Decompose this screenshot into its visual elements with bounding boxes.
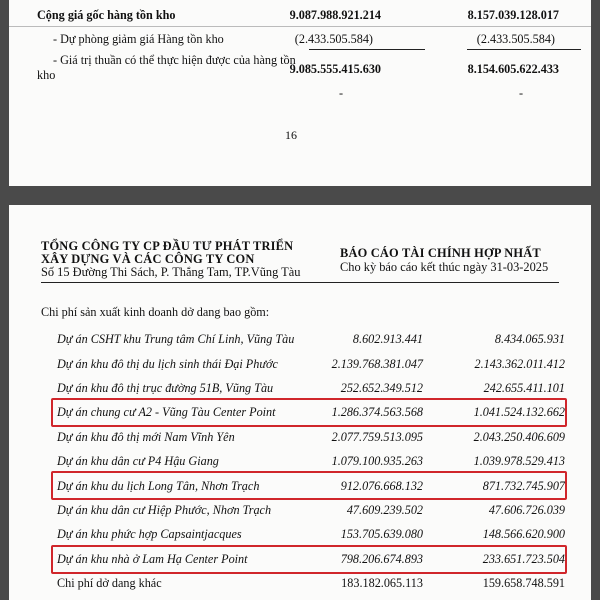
value-prior: 2.043.250.406.609: [473, 430, 565, 444]
sum-line: [467, 49, 581, 50]
row-label: - Dự phòng giảm giá Hàng tồn kho: [53, 32, 224, 46]
value-current: 252.652.349.512: [340, 381, 423, 395]
value-prior: 1.041.524.132.662: [473, 405, 565, 419]
value-prior: 148.566.620.900: [482, 527, 565, 541]
company-address: Số 15 Đường Thi Sách, P. Thắng Tam, TP.Vũng Tàu: [41, 265, 301, 279]
highlight-box-lam-ha: [51, 545, 567, 574]
value-current: 2.139.768.381.047: [331, 357, 423, 371]
value-prior: 8.154.605.622.433: [467, 62, 559, 76]
project-label: Dự án khu nhà ở Lam Hạ Center Point: [57, 552, 248, 566]
value-current: 183.182.065.113: [341, 576, 423, 590]
row-label: Cộng giá gốc hàng tồn kho: [37, 8, 176, 22]
sum-line: [309, 49, 425, 50]
value-current: (2.433.505.584): [294, 32, 373, 46]
project-label: Dự án khu đô thị du lịch sinh thái Đại Phước: [57, 357, 278, 371]
value-prior: (2.433.505.584): [476, 32, 555, 46]
value-current: 1.079.100.935.263: [331, 454, 423, 468]
value-current: 153.705.639.080: [340, 527, 423, 541]
company-name-line1: TỔNG CÔNG TY CP ĐẦU TƯ PHÁT TRIỂN: [41, 239, 294, 253]
value-prior: 242.655.411.101: [483, 381, 565, 395]
value-prior: -: [518, 86, 523, 100]
project-label: Dự án chung cư A2 - Vũng Tàu Center Point: [57, 405, 276, 419]
value-current: -: [338, 86, 343, 100]
project-label: Dự án CSHT khu Trung tâm Chí Linh, Vũng Tàu: [57, 332, 295, 346]
project-label: Dự án khu đô thị mới Nam Vĩnh Yên: [57, 430, 235, 444]
project-label: Dự án khu du lịch Long Tân, Nhơn Trạch: [57, 479, 260, 493]
row-label-line2: kho: [37, 68, 56, 82]
value-current: 8.602.913.441: [352, 332, 423, 346]
highlight-box-long-tan: [51, 471, 567, 500]
report-title: BÁO CÁO TÀI CHÍNH HỢP NHẤT: [340, 246, 541, 260]
value-prior: 159.658.748.591: [482, 576, 565, 590]
project-label: Dự án khu dân cư Hiệp Phước, Nhơn Trạch: [57, 503, 272, 517]
value-prior: 871.732.745.907: [482, 479, 565, 493]
value-current: 9.087.988.921.214: [289, 8, 381, 22]
document-page-17: [9, 205, 591, 600]
highlight-box-a2-vung-tau: [51, 398, 567, 427]
value-current: 1.286.374.563.568: [331, 405, 423, 419]
company-name-line2: XÂY DỰNG VÀ CÁC CÔNG TY CON: [41, 252, 255, 266]
project-label: Chi phí dở dang khác: [57, 576, 162, 590]
value-prior: 1.039.978.529.413: [473, 454, 565, 468]
project-label: Dự án khu dân cư P4 Hậu Giang: [57, 454, 219, 468]
section-title: Chi phí sản xuất kinh doanh dở dang bao gồm:: [41, 305, 270, 319]
page-number: 16: [285, 128, 297, 142]
project-label: Dự án khu phức hợp Capsaintjacques: [57, 527, 242, 541]
value-prior: 8.157.039.128.017: [467, 8, 559, 22]
document-page-16: [9, 0, 591, 186]
value-prior: 47.606.726.039: [488, 503, 565, 517]
value-current: 798.206.674.893: [340, 552, 423, 566]
divider: [9, 26, 591, 27]
value-prior: 233.651.723.504: [482, 552, 565, 566]
row-label-line1: - Giá trị thuần có thể thực hiện được của hàng tồn: [53, 53, 296, 67]
header-rule: [41, 282, 559, 283]
report-period: Cho kỳ báo cáo kết thúc ngày 31-03-2025: [340, 260, 549, 274]
value-current: 2.077.759.513.095: [331, 430, 423, 444]
value-current: 912.076.668.132: [340, 479, 423, 493]
value-prior: 2.143.362.011.412: [474, 357, 565, 371]
project-label: Dự án khu đô thị trục đường 51B, Vũng Tàu: [57, 381, 274, 395]
value-current: 47.609.239.502: [346, 503, 423, 517]
value-prior: 8.434.065.931: [494, 332, 565, 346]
value-current: 9.085.555.415.630: [289, 62, 381, 76]
